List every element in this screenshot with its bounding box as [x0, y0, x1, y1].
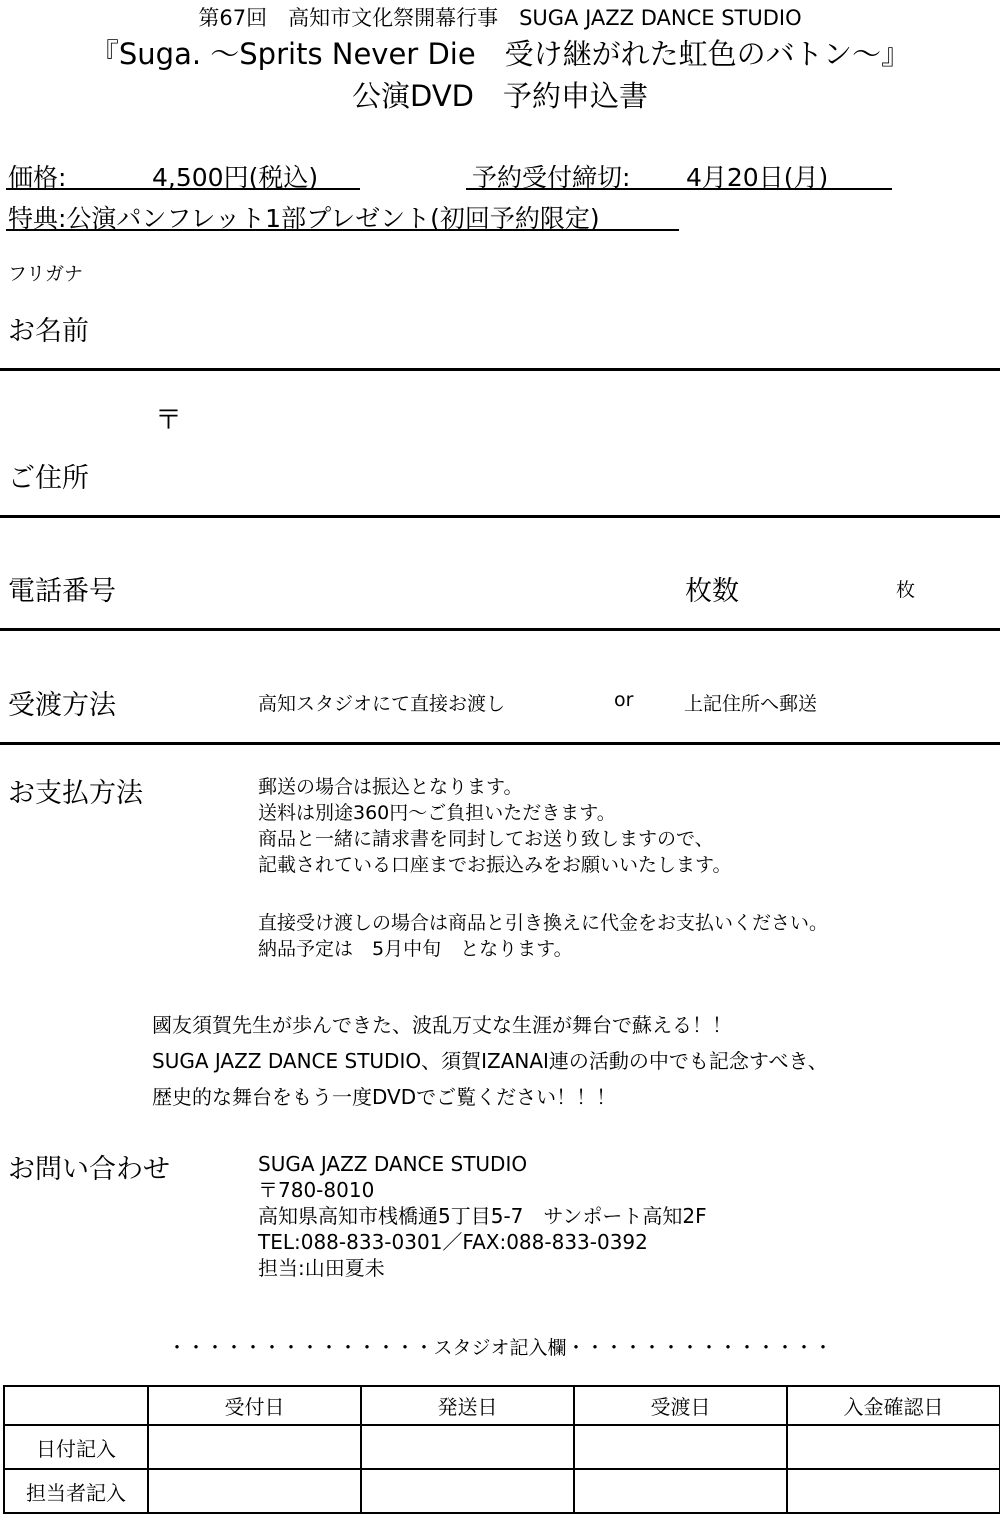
furigana-label: フリガナ	[8, 263, 84, 285]
col-payment-confirmed-date: 入金確認日	[787, 1386, 1000, 1425]
bonus-text: 特典:公演パンフレット1部プレゼント(初回予約限定)	[8, 204, 600, 233]
delivery-or: or	[614, 689, 634, 711]
promo-message: 國友須賀先生が歩んできた、波乱万丈な生涯が舞台で蘇える！！ SUGA JAZZ DANCE STUDIO、須賀IZANAI連の活動の中でも記念すべき、 歴史的な舞台をもう一度DVDでご覧ください！！！	[152, 1013, 828, 1109]
delivery-label: 受渡方法	[8, 690, 116, 721]
col-handover-date: 受渡日	[574, 1386, 787, 1425]
office-use-table	[3, 1385, 1000, 1514]
address-label: ご住所	[8, 463, 89, 494]
payment-label: お支払方法	[8, 778, 143, 809]
payment-direct-text: 直接受け渡しの場合は商品と引き換えに代金をお支払いください。 納品予定は 5月中旬 となります。	[258, 912, 829, 960]
header-title: 『Suga. 〜Sprits Never Die 受け継がれた虹色のバトン〜』	[89, 37, 911, 71]
deadline-field	[466, 158, 892, 190]
address-underline[interactable]	[0, 515, 1000, 518]
header-event-line: 第67回 高知市文化祭開幕行事 SUGA JAZZ DANCE STUDIO	[198, 6, 802, 30]
price-value: 4,500円(税込)	[152, 163, 319, 192]
deadline-value: 4月20日(月)	[686, 163, 829, 192]
office-use-title: ・・・・・・・・・・・・・・スタジオ記入欄・・・・・・・・・・・・・・	[167, 1337, 833, 1359]
table-cell[interactable]	[148, 1469, 361, 1513]
phone-label: 電話番号	[8, 576, 116, 607]
table-row	[4, 1469, 1000, 1513]
name-underline[interactable]	[0, 368, 1000, 371]
table-cell[interactable]	[574, 1469, 787, 1513]
col-shipped-date: 発送日	[361, 1386, 574, 1425]
table-cell[interactable]	[148, 1425, 361, 1469]
table-cell[interactable]	[361, 1469, 574, 1513]
delivery-option-studio[interactable]: 高知スタジオにて直接お渡し	[258, 693, 506, 715]
name-label: お名前	[8, 316, 89, 347]
header-subtitle: 公演DVD 予約申込書	[352, 79, 648, 113]
delivery-underline	[0, 742, 1000, 745]
contact-label: お問い合わせ	[8, 1154, 170, 1185]
col-received-date: 受付日	[148, 1386, 361, 1425]
table-row	[4, 1425, 1000, 1469]
table-header-row	[4, 1386, 1000, 1425]
row-label-date: 日付記入	[4, 1425, 148, 1469]
quantity-label: 枚数	[685, 576, 739, 607]
table-cell[interactable]	[787, 1425, 1000, 1469]
table-cell[interactable]	[361, 1425, 574, 1469]
bonus-field	[6, 199, 679, 231]
phone-underline[interactable]	[0, 628, 1000, 631]
table-cell[interactable]	[787, 1469, 1000, 1513]
table-cell[interactable]	[574, 1425, 787, 1469]
deadline-label: 予約受付締切:	[472, 163, 631, 192]
row-label-staff: 担当者記入	[4, 1469, 148, 1513]
table-corner-cell	[4, 1386, 148, 1425]
delivery-option-mail[interactable]: 上記住所へ郵送	[684, 693, 818, 715]
quantity-unit: 枚	[896, 579, 916, 601]
price-label: 価格:	[8, 163, 67, 192]
price-field	[6, 158, 360, 190]
payment-mail-text: 郵送の場合は振込となります。 送料は別途360円〜ご負担いただきます。 商品と一緒に請求書を同封してお送り致しますので、 記載されている口座までお振込みをお願いいたします。	[258, 776, 732, 876]
contact-details: SUGA JAZZ DANCE STUDIO 〒780-8010 高知県高知市桟橋通5丁目5-7 サンポート高知2F TEL:088-833-0301／FAX:088-833-0392 担当:山田夏未	[258, 1152, 707, 1280]
postal-mark: 〒	[155, 405, 182, 436]
